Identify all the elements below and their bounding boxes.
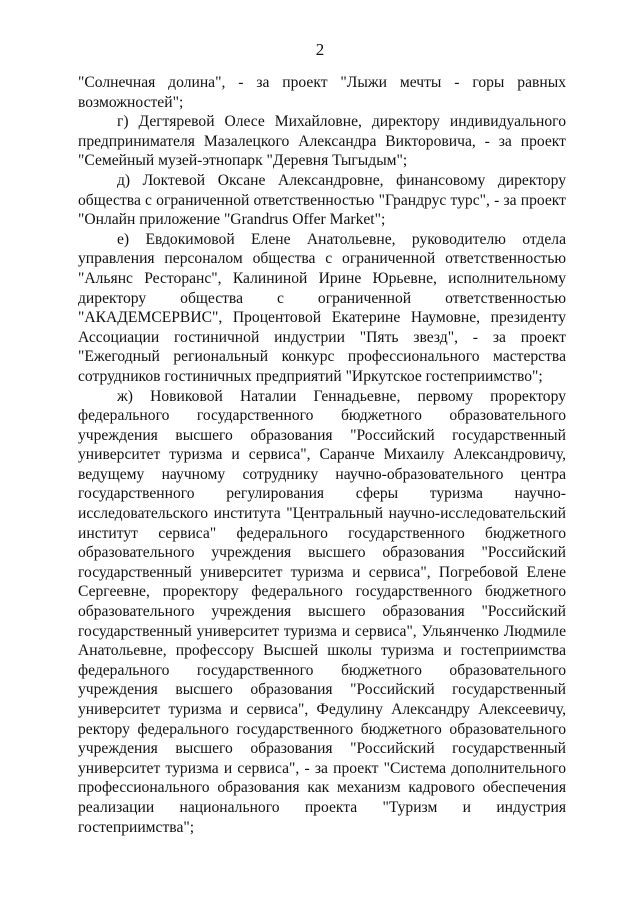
- paragraph-continuation: "Солнечная долина", - за проект "Лыжи мечты - горы равных возможностей";: [78, 74, 566, 111]
- paragraph-item-g: г) Дегтяревой Олесе Михайловне, директору индивидуального предпринимателя Мазалецкого Александра Викторовича, - за проект "Семейный музей-этнопарк "Деревня Тыгыдым";: [78, 113, 566, 170]
- paragraph-item-e: е) Евдокимовой Елене Анатольевне, руководителю отдела управления персоналом общества с ограниченной ответственностью "Альянс Ресторанс", Калининой Ирине Юрьевне, исполнительному директору общества с ограниченной ответственностью "АКАДЕМСЕРВИС", Процентовой Екатерине Наумовне, президенту Ассоциации гостиничной индустрии "Пять звезд", - за проект "Ежегодный региональный конкурс профессионального мастерства сотрудников гостиничных предприятий "Иркутское гостеприимство";: [78, 230, 566, 385]
- document-body: [78, 73, 566, 837]
- paragraph-item-zh: ж) Новиковой Наталии Геннадьевне, первому проректору федерального государственного бюджетного образовательного учреждения высшего образования "Российский государственный университет туризма и сервиса", Саранче Михаилу Александровичу, ведущему научному сотруднику научно-образовательного центра государственного регулирования сферы туризма научно-исследовательского института "Центральный научно-исследовательский институт сервиса" федерального государственного бюджетного образовательного учреждения высшего образования "Российский государственный университет туризма и сервиса", Погребовой Елене Сергеевне, проректору федерального государственного бюджетного образовательного учреждения высшего образования "Российский государственный университет туризма и сервиса", Ульянченко Людмиле Анатольевне, профессору Высшей школы туризма и гостеприимства федерального государственного бюджетного образовательного учреждения высшего образования "Российский государственный университет туризма и сервиса", Федулину Александру Алексеевичу, ректору федерального государственного бюджетного образовательного учреждения высшего образования "Российский государственный университет туризма и сервиса", - за проект "Система дополнительного профессионального образования как механизм кадрового обеспечения реализации национального проекта "Туризм и индустрия гостеприимства";: [78, 387, 566, 836]
- page-number: 2: [315, 40, 325, 59]
- paragraph-item-d: д) Локтевой Оксане Александровне, финансовому директору общества с ограниченной ответственностью "Грандрус турс", - за проект "Онлайн приложение "Grandrus Offer Market";: [78, 171, 566, 229]
